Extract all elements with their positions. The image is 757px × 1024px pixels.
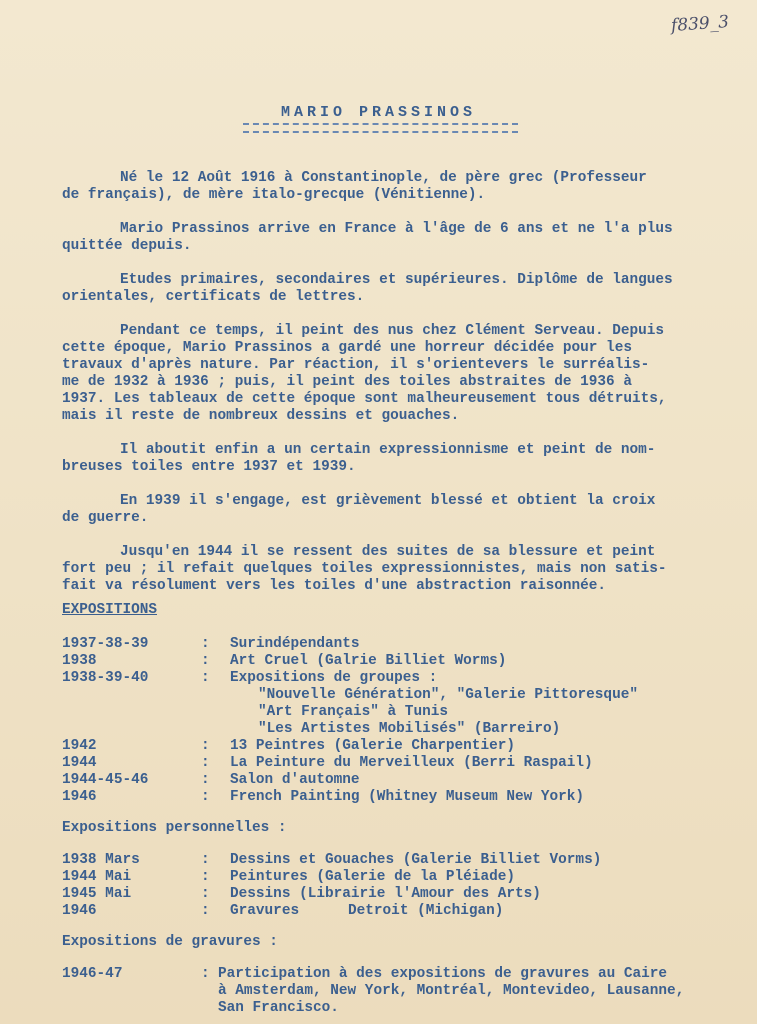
paragraph-line: orientales, certificats de lettres. [62,289,365,305]
paragraph-line: fort peu ; il refait quelques toiles expressionnistes, mais non satis- [62,561,667,577]
exposition-location: Detroit (Michigan) [348,903,504,919]
colon-separator: : [201,636,210,652]
paragraph [62,221,756,255]
exposition-date: 1946 [62,789,97,805]
paragraph-line: de français), de mère italo-grecque (Vénitienne). [62,187,486,203]
engraving-expositions-heading: Expositions de gravures : [62,934,278,950]
exposition-title: Peintures (Galerie de la Pléiade) [230,869,515,885]
exposition-title: Expositions de groupes : [230,670,438,686]
paragraph-line: Jusqu'en 1944 il se ressent des suites de sa blessure et peint [120,544,656,560]
colon-separator: : [201,966,210,982]
group-exposition-name: "Art Français" à Tunis [258,704,448,720]
paragraph-line: mais il reste de nombreux dessins et gouaches. [62,408,460,424]
exposition-date: 1938 [62,653,97,669]
paragraph-line: me de 1932 à 1936 ; puis, il peint des toiles abstraites de 1936 à [62,374,632,390]
colon-separator: : [201,738,210,754]
exposition-date: 1944-45-46 [62,772,149,788]
document-title: MARIO PRASSINOS [280,104,477,121]
paragraph [62,544,756,595]
archive-reference: f839_3 [670,11,730,37]
paragraph [62,323,756,425]
exposition-title: Art Cruel (Galrie Billiet Worms) [230,653,507,669]
biography-text [62,170,756,612]
engraving-text-line: à Amsterdam, New York, Montréal, Montevideo, Lausanne, [218,983,685,999]
colon-separator: : [201,869,210,885]
colon-separator: : [201,903,210,919]
engraving-text-line: Participation à des expositions de gravures au Caire [218,966,668,982]
paragraph-line: breuses toiles entre 1937 et 1939. [62,459,356,475]
exposition-title: Dessins et Gouaches (Galerie Billiet Vorms) [230,852,602,868]
paragraph-line: Pendant ce temps, il peint des nus chez Clément Serveau. Depuis [120,323,665,339]
paragraph-line: fait va résolument vers les toiles d'une abstraction raisonnée. [62,578,607,594]
paragraph [62,272,756,306]
paragraph-line: 1937. Les tableaux de cette époque sont malheureusement tous détruits, [62,391,667,407]
colon-separator: : [201,852,210,868]
group-exposition-name: "Les Artistes Mobilisés" (Barreiro) [258,721,561,737]
personal-expositions-heading: Expositions personnelles : [62,820,287,836]
exposition-date: 1946-47 [62,966,123,982]
title-underline [243,123,518,133]
colon-separator: : [201,886,210,902]
colon-separator: : [201,670,210,686]
exposition-date: 1944 [62,755,97,771]
paragraph-line: travaux d'après nature. Par réaction, il s'orientevers le surréalis- [62,357,650,373]
exposition-date: 1938-39-40 [62,670,149,686]
paragraph [62,170,756,204]
paragraph-line: quittée depuis. [62,238,192,254]
paragraph-line: Etudes primaires, secondaires et supérieures. Diplôme de langues [120,272,673,288]
paragraph-line: cette époque, Mario Prassinos a gardé une horreur décidée pour les [62,340,632,356]
exposition-date: 1944 Mai [62,869,132,885]
paragraph-line: Né le 12 Août 1916 à Constantinople, de père grec (Professeur [120,170,647,186]
paragraph [62,493,756,527]
paragraph-line: de guerre. [62,510,149,526]
exposition-date: 1938 Mars [62,852,140,868]
group-exposition-name: "Nouvelle Génération", "Galerie Pittoresque" [258,687,638,703]
paragraph [62,442,756,476]
exposition-date: 1946 [62,903,97,919]
paragraph-line: Mario Prassinos arrive en France à l'âge de 6 ans et ne l'a plus [120,221,673,237]
expositions-heading: EXPOSITIONS [62,602,157,618]
exposition-title: Dessins (Librairie l'Amour des Arts) [230,886,541,902]
paragraph-line: Il aboutit enfin a un certain expressionnisme et peint de nom- [120,442,656,458]
exposition-title: La Peinture du Merveilleux (Berri Raspail) [230,755,593,771]
colon-separator: : [201,772,210,788]
engraving-text-line: San Francisco. [218,1000,339,1016]
colon-separator: : [201,789,210,805]
paragraph-line: En 1939 il s'engage, est grièvement blessé et obtient la croix [120,493,656,509]
colon-separator: : [201,653,210,669]
exposition-title: Surindépendants [230,636,360,652]
colon-separator: : [201,755,210,771]
exposition-title: 13 Peintres (Galerie Charpentier) [230,738,515,754]
exposition-title: French Painting (Whitney Museum New York) [230,789,585,805]
exposition-date: 1942 [62,738,97,754]
exposition-date: 1945 Mai [62,886,132,902]
exposition-date: 1937-38-39 [62,636,149,652]
exposition-title: Salon d'automne [230,772,360,788]
exposition-title: Gravures [230,903,300,919]
